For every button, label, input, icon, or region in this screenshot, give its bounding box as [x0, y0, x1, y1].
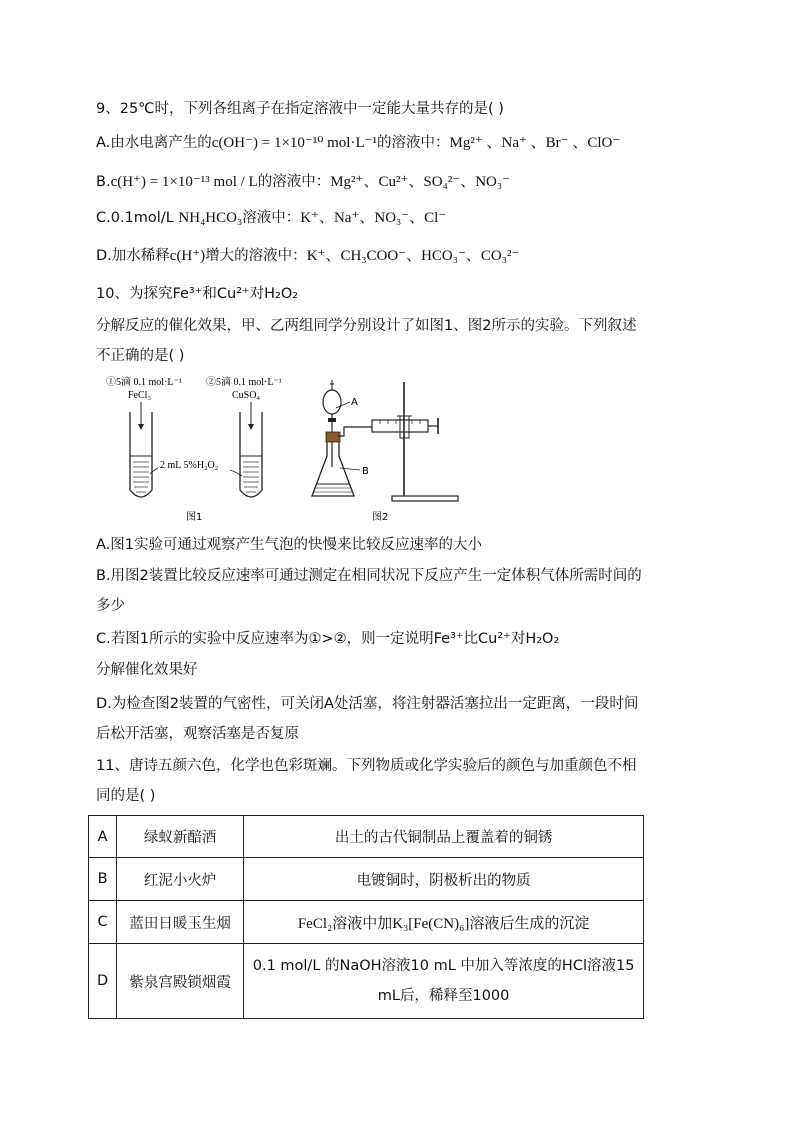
delivery-tube	[338, 427, 372, 436]
iron-stand	[392, 382, 458, 501]
option-prefix: D.加水稀释	[96, 248, 170, 264]
tube1-label-2: FeCl₃	[128, 390, 151, 401]
conical-flask	[312, 432, 360, 496]
ion-list: K⁺、Na⁺、NO₃⁻、Cl⁻	[300, 210, 447, 226]
option-prefix: A.由水电离产生的	[96, 135, 212, 151]
row-description: 出土的古代铜制品上覆盖着的铜锈	[244, 816, 644, 858]
tube1-label-1: ①5滴 0.1 mol·L⁻¹	[106, 377, 182, 388]
q11-stem-line-2: 同的是( )	[96, 788, 156, 804]
poem-line: 红泥小火炉	[117, 858, 244, 901]
row-letter: D	[89, 944, 117, 1019]
label-b: B	[362, 466, 369, 477]
row-description: FeCl₂溶液中加K₃[Fe(CN)₆]溶液后生成的沉淀	[244, 901, 644, 944]
q10-option-c-line-2: 分解催化效果好	[96, 662, 198, 678]
option-middle: 的溶液中：	[257, 174, 331, 190]
q10-option-c-line-1: C.若图1所示的实验中反应速率为①>②，则一定说明Fe³⁺比Cu²⁺对H₂O₂	[96, 631, 560, 647]
tube2-label-1: ②5滴 0.1 mol·L⁻¹	[206, 377, 282, 388]
table-row	[89, 901, 644, 944]
ion-list: K⁺、CH₃COO⁻、HCO₃⁻、CO₃²⁻	[306, 248, 520, 264]
q10-stem-line-3: 不正确的是( )	[96, 348, 185, 364]
test-tube-1	[130, 402, 152, 497]
chem-expression: NH₄HCO₃	[178, 210, 243, 226]
poem-line: 紫泉宫殿锁烟霞	[117, 944, 244, 1019]
experiment-figure	[104, 372, 484, 528]
q10-stem-line-1: 10、为探究Fe³⁺和Cu²⁺对H₂O₂	[96, 286, 299, 302]
chem-expression: c(H⁺) = 1×10⁻¹³ mol / L	[110, 174, 258, 190]
row-description-line-1: 0.1 mol/L 的NaOH溶液10 mL 中加入等浓度的HCl溶液15	[252, 958, 635, 974]
q10-option-d-line-1: D.为检查图2装置的气密性，可关闭A处活塞，将注射器活塞拉出一定距离，一段时间	[96, 696, 639, 712]
q9-stem: 9、25℃时，下列各组离子在指定溶液中一定能大量共存的是( )	[96, 101, 504, 117]
table-row	[89, 858, 644, 901]
table-row	[89, 816, 644, 858]
q10-option-b-line-2: 多少	[96, 598, 125, 614]
ion-list: Mg²⁺、Cu²⁺、SO₄²⁻、NO₃⁻	[330, 174, 511, 190]
q10-option-b-line-1: B.用图2装置比较反应速率可通过测定在相同状况下反应产生一定体积气体所需时间的	[96, 568, 642, 584]
experiment-diagram	[104, 372, 484, 528]
q10-option-d-line-2: 后松开活塞，观察活塞是否复原	[96, 726, 299, 742]
row-description-line-2: mL后，稀释至1000	[377, 988, 510, 1004]
chem-expression: c(H⁺)	[169, 248, 206, 264]
table-row	[89, 944, 644, 1019]
syringe	[372, 418, 438, 434]
q9-option-a	[96, 133, 620, 153]
figure-2-caption: 图2	[372, 512, 389, 523]
row-letter: A	[89, 816, 117, 858]
row-description	[244, 944, 644, 1019]
q10-stem-line-2: 分解反应的催化效果，甲、乙两组同学分别设计了如图1、图2所示的实验。下列叙述	[96, 318, 637, 334]
q9-option-c	[96, 208, 446, 228]
q9-option-b	[96, 172, 510, 192]
row-letter: B	[89, 858, 117, 901]
solution-label: 2 mL 5%H₂O₂	[160, 460, 219, 471]
q9-option-d	[96, 246, 519, 266]
chem-expression: c(OH⁻) = 1×10⁻¹⁰ mol·L⁻¹	[211, 135, 378, 151]
label-a: A	[351, 397, 358, 408]
tube2-label-2: CuSO₄	[232, 390, 260, 401]
poem-line: 蓝田日暖玉生烟	[117, 901, 244, 944]
option-prefix: C.0.1mol/L	[96, 210, 179, 226]
row-description: 电镀铜时，阴极析出的物质	[244, 858, 644, 901]
option-middle: 溶液中：	[242, 210, 301, 226]
poem-line: 绿蚁新醅酒	[117, 816, 244, 858]
ion-list: Mg²⁺ 、Na⁺ 、Br⁻ 、ClO⁻	[449, 135, 621, 151]
row-letter: C	[89, 901, 117, 944]
option-middle: 增大的溶液中：	[205, 248, 307, 264]
option-middle: 的溶液中：	[377, 135, 450, 151]
q11-options-table	[88, 815, 644, 1019]
q10-option-a: A.图1实验可通过观察产生气泡的快慢来比较反应速率的大小	[96, 537, 482, 553]
option-prefix: B.	[96, 174, 111, 190]
q11-stem-line-1: 11、唐诗五颜六色，化学也色彩斑斓。下列物质或化学实验后的颜色与加重颜色不相	[96, 758, 637, 774]
test-tube-2	[240, 402, 262, 497]
figure-1-caption: 图1	[186, 512, 203, 523]
